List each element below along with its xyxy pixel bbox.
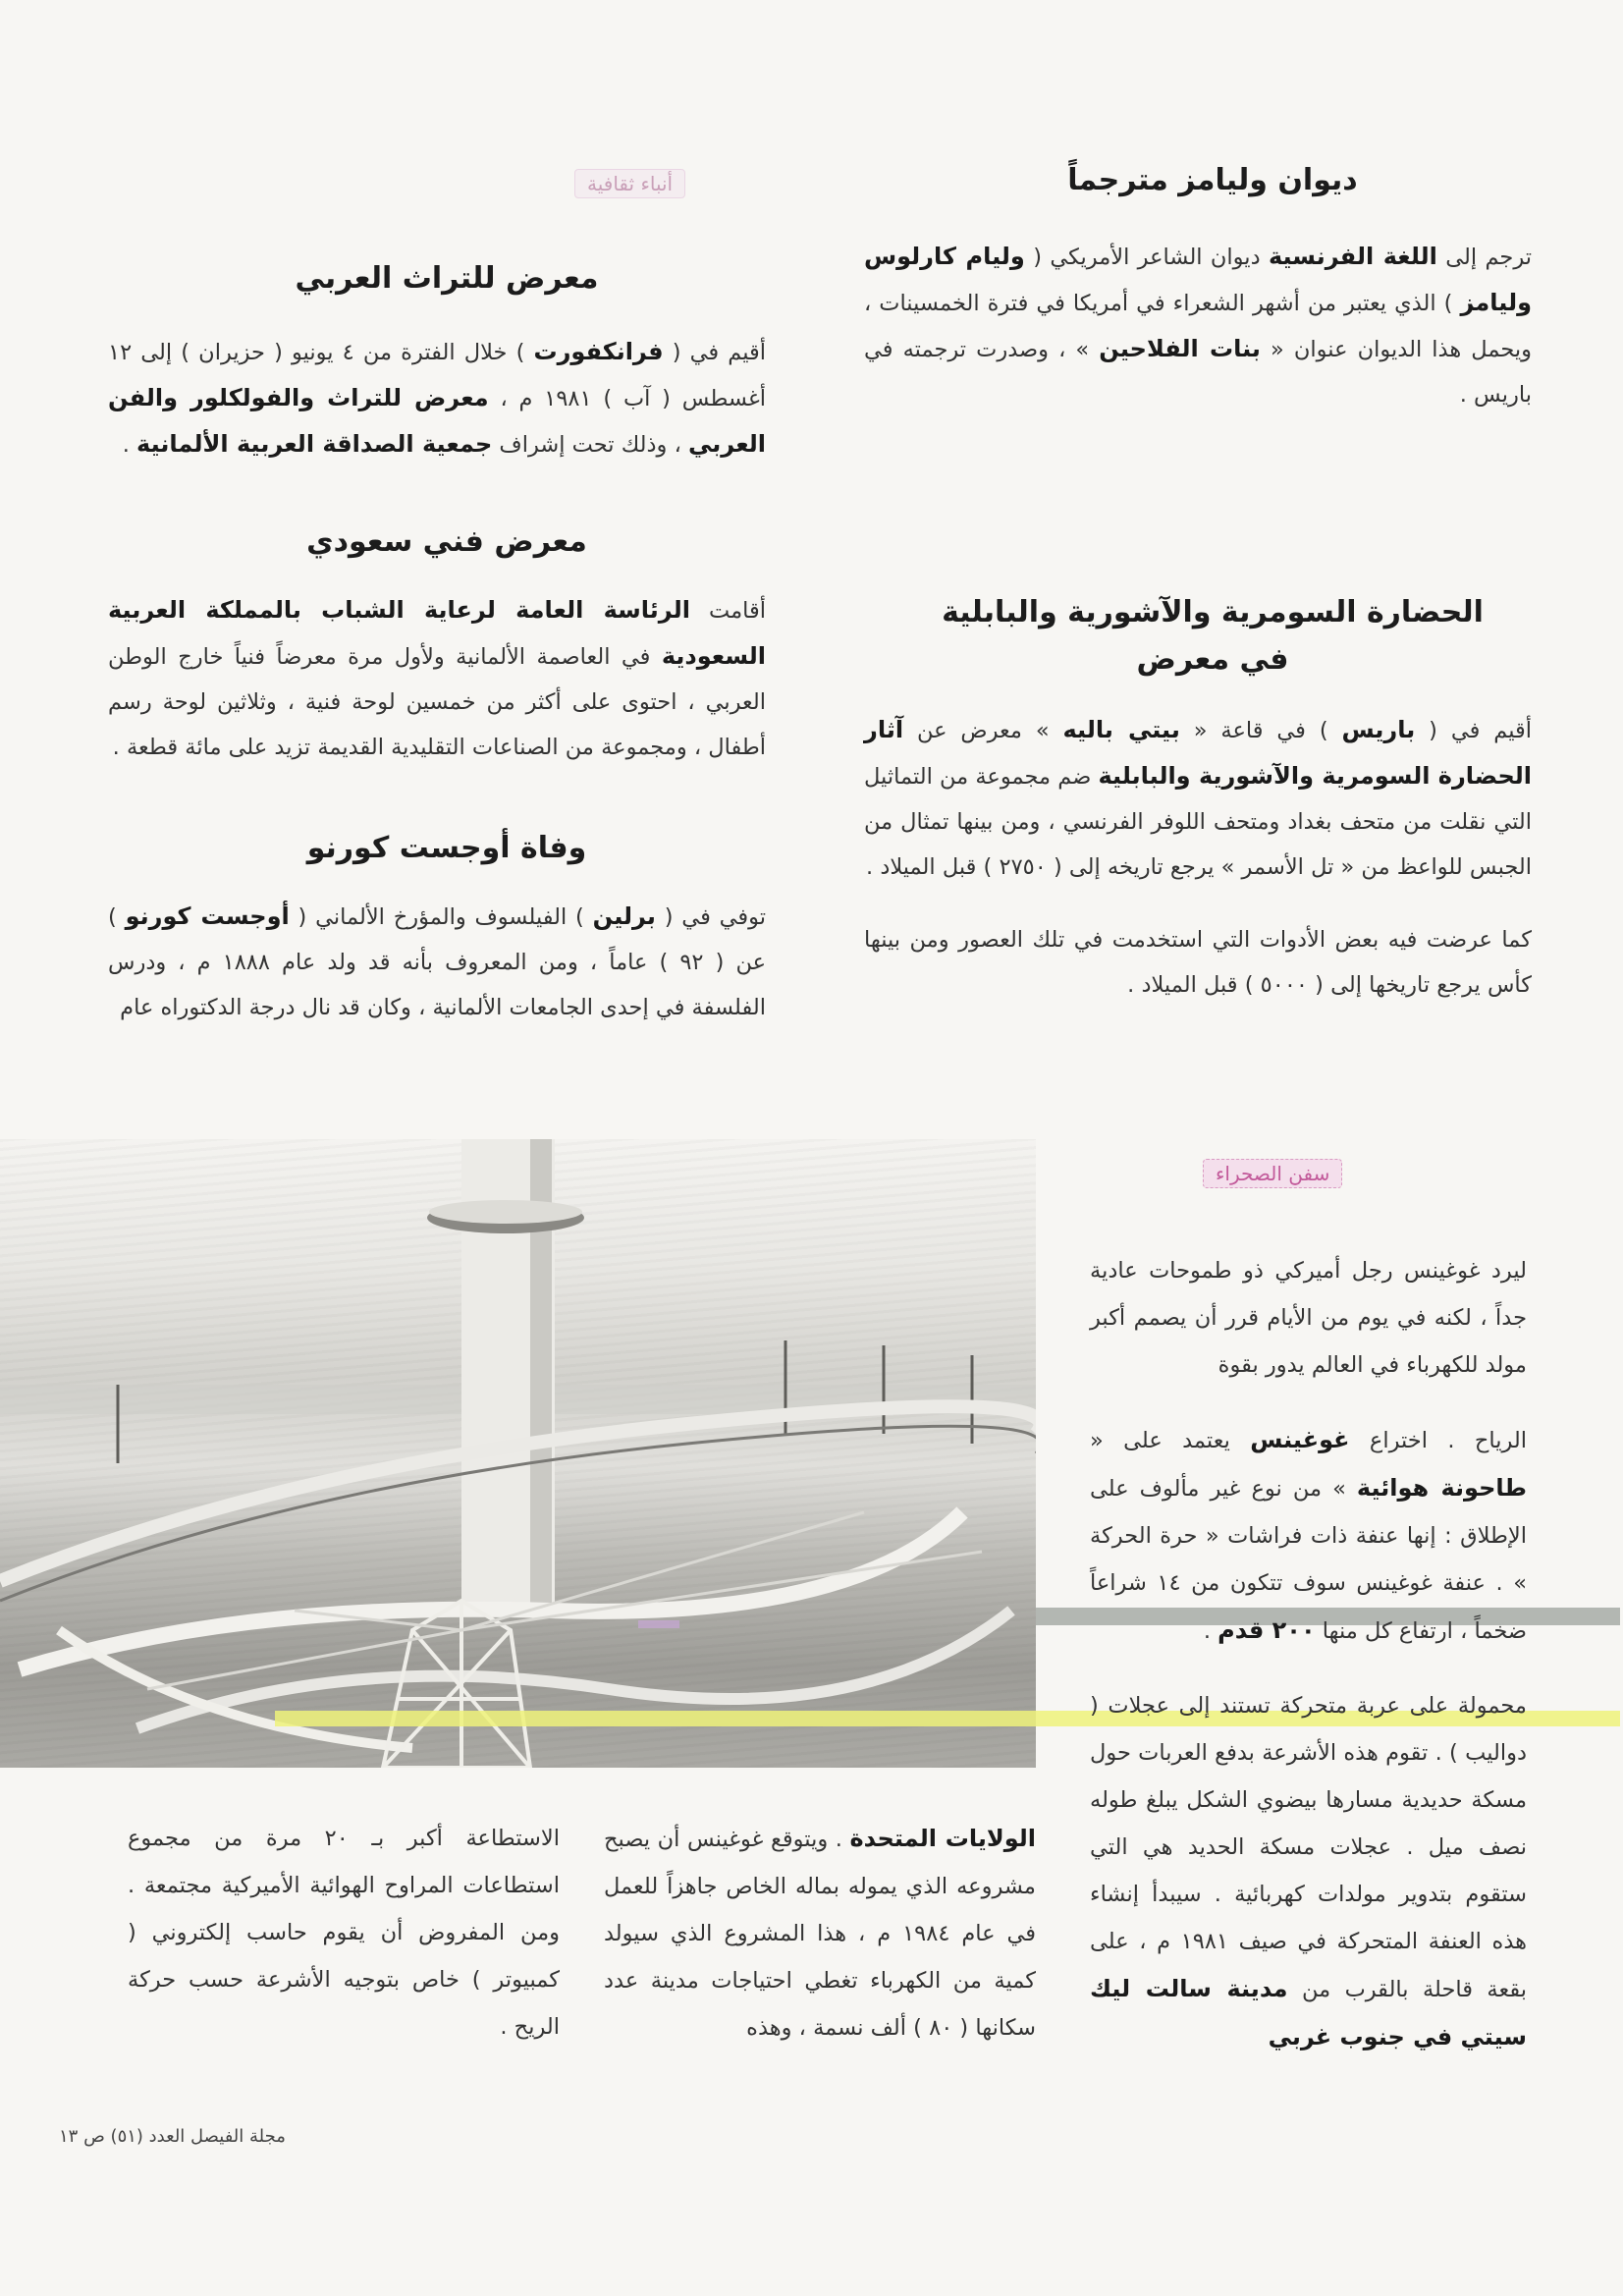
- emphasized-text: ٢٠٠ قدم: [1217, 1616, 1316, 1644]
- article-desert-ships-right-column: [1090, 1247, 1527, 2089]
- emphasized-text: آثار الحضارة السومرية والآشورية والبابلية: [864, 716, 1532, 790]
- text-run: كما عرضت فيه بعض الأدوات التي استخدمت في تلك العصور ومن بينها كأس يرجع تاريخها إلى ( ٥٠٠٠ ) قبل الميلاد .: [864, 927, 1532, 998]
- article-williams-diwan: [864, 234, 1532, 417]
- sumerian-paragraph-1: [864, 707, 1532, 890]
- text-run: ترجم إلى: [1436, 245, 1532, 270]
- text-run: . ويتوقع غوغينس أن يصبح مشروعه الذي يموله بماله الخاص جاهزاً للعمل في عام ١٩٨٤ م ، هذا المشروع الذي سيولد كمية من الكهرباء تغطي احتياجات مدينة عدد سكانها ( ٨٠ ) ألف نسمة ، وهذه: [604, 1827, 1036, 2041]
- text-run: » ، وصدرت ترجمته في باريس .: [864, 337, 1532, 408]
- text-run: الرياح . اختراع: [1349, 1428, 1527, 1453]
- text-run: أقيم في (: [663, 340, 766, 365]
- text-run: ضم مجموعة من التماثيل التي نقلت من متحف بغداد ومتحف اللوفر الفرنسي ، ومن بينها تمثال من الجبس للواعظ من « تل الأسمر » يرجع تاريخه إلى ( ٢٧٥٠ ) قبل الميلاد .: [864, 764, 1532, 880]
- text-run: .: [122, 432, 137, 458]
- emphasized-text: اللغة الفرنسية: [1268, 243, 1437, 270]
- emphasized-text: بيتي باليه: [1062, 716, 1180, 743]
- text-run: ) عن ( ٩٢ ) عاماً ، ومن المعروف بأنه قد ولد عام ١٨٨٨ م ، ودرس الفلسفة في إحدى الجامعات الألمانية ، وكان قد نال درجة الدكتوراه عام: [108, 904, 766, 1020]
- article-desert-ships-middle-column: [604, 1815, 1036, 2051]
- text-run: .: [1203, 1618, 1218, 1644]
- text-run: ) خلال الفترة من ٤ يونيو ( حزيران ) إلى ١٢ أغسطس ( آب ) ١٩٨١ م ،: [108, 340, 766, 411]
- section-tag-culture: أنباء ثقافية: [574, 169, 685, 198]
- emphasized-text: طاحونة هوائية: [1356, 1474, 1527, 1502]
- text-run: ) الفيلسوف والمؤرخ الألماني (: [289, 904, 593, 930]
- section-tag-desert-ships: سفن الصحراء: [1203, 1159, 1342, 1188]
- article-auguste-cornu-death: [108, 894, 766, 1030]
- emphasized-text: الرئاسة العامة لرعاية الشباب بالمملكة العربية السعودية: [108, 596, 766, 670]
- sumerian-paragraph-2: [864, 917, 1532, 1008]
- text-run: ) الذي يعتبر من أشهر الشعراء في أمريكا في فترة الخمسينات ، ويحمل هذا الديوان عنوان «: [864, 291, 1533, 362]
- article-saudi-art-exhibition: [108, 587, 766, 770]
- article-arab-heritage-exhibition: [108, 329, 766, 467]
- text-run: » معرض عن: [903, 718, 1063, 743]
- emphasized-text: مدينة سالت ليك سيتي في جنوب غربي: [1090, 1975, 1527, 2050]
- text-run: محمولة على عربة متحركة تستند إلى عجلات ( دواليب ) . تقوم هذه الأشرعة بدفع العربات حول مسكة حديدية مسارها بيضوي الشكل يبلغ طوله نصف ميل . عجلات مسكة الحديد هي التي ستقوم بتدوير مولدات كهربائية . سيبدأ إنشاء هذه العنفة المتحركة في صيف ١٩٨١ م ، على بقعة قاحلة بالقرب من: [1090, 1693, 1528, 2002]
- emphasized-text: الولايات المتحدة: [849, 1825, 1037, 1852]
- emphasized-text: فرانكفورت: [533, 338, 664, 365]
- text-run: الاستطاعة أكبر بـ ٢٠ مرة من مجموع استطاعات المراوح الهوائية الأميركية مجتمعة . ومن المفروض أن يقوم حاسب إلكتروني ( كمبيوتر ) خاص بتوجيه الأشرعة حسب حركة الريح .: [128, 1826, 560, 2040]
- page-footer: مجلة الفيصل العدد (٥١) ص ١٣: [59, 2126, 286, 2147]
- emphasized-text: غوغينس: [1250, 1426, 1350, 1453]
- heading-saudi-art-exhibition: معرض فني سعودي: [306, 524, 587, 559]
- heading-arab-heritage-exhibition: معرض للتراث العربي: [295, 261, 599, 296]
- wind-turbine-illustration: [0, 1139, 1036, 1768]
- text-run: أقيم في (: [1415, 718, 1532, 743]
- article-desert-ships-left-column: [128, 1815, 560, 2050]
- emphasized-text: أوجست كورنو: [125, 902, 290, 930]
- text-run: توفي في (: [655, 904, 767, 930]
- desert-paragraph-3: [1090, 1682, 1527, 2061]
- emphasized-text: جمعية الصداقة العربية الألمانية: [136, 430, 493, 458]
- text-run: أقامت: [689, 598, 766, 624]
- wind-turbine-photo: [0, 1139, 1036, 1768]
- emphasized-text: برلين: [592, 902, 656, 930]
- heading-auguste-cornu-death: وفاة أوجست كورنو: [306, 831, 587, 865]
- desert-paragraph-1: [1090, 1247, 1527, 1389]
- heading-williams-diwan: ديوان وليامز مترجماً: [1067, 163, 1358, 197]
- emphasized-text: بنات الفلاحين: [1099, 335, 1261, 362]
- heading-sumerian-line2: في معرض: [1136, 642, 1289, 677]
- text-run: ليرد غوغينس رجل أميركي ذو طموحات عادية جداً ، لكنه في يوم من الأيام قرر أن يصمم أكبر مولد للكهرباء في العالم يدور بقوة: [1090, 1258, 1527, 1378]
- emphasized-text: باريس: [1341, 716, 1416, 743]
- text-run: ديوان الشاعر الأمريكي (: [1024, 245, 1269, 270]
- emphasized-text: وليام كارلوس وليامز: [864, 243, 1532, 316]
- article-sumerian-exhibition: [864, 707, 1532, 1035]
- text-run: في العاصمة الألمانية ولأول مرة معرضاً فنياً خارج الوطن العربي ، احتوى على أكثر من خمسين لوحة فنية ، وثلاثين لوحة رسم أطفال ، ومجموعة من الصناعات التقليدية القديمة تزيد على مائة قطعة .: [108, 644, 766, 760]
- desert-paragraph-2: [1090, 1416, 1527, 1655]
- heading-sumerian-civilization: [864, 589, 1561, 683]
- text-run: ) في قاعة «: [1179, 718, 1342, 743]
- text-run: » من نوع غير مألوف على الإطلاق : إنها عنفة ذات فراشات « حرة الحركة » . عنفة غوغينس سوف تتكون من ١٤ شراعاً ضخماً ، ارتفاع كل منها: [1090, 1476, 1528, 1644]
- text-run: يعتمد على «: [1090, 1428, 1251, 1453]
- emphasized-text: معرض للتراث والفولكلور والفن العربي: [108, 384, 766, 458]
- text-run: ، وذلك تحت إشراف: [492, 432, 688, 458]
- heading-sumerian-line1: الحضارة السومرية والآشورية والبابلية: [942, 595, 1484, 629]
